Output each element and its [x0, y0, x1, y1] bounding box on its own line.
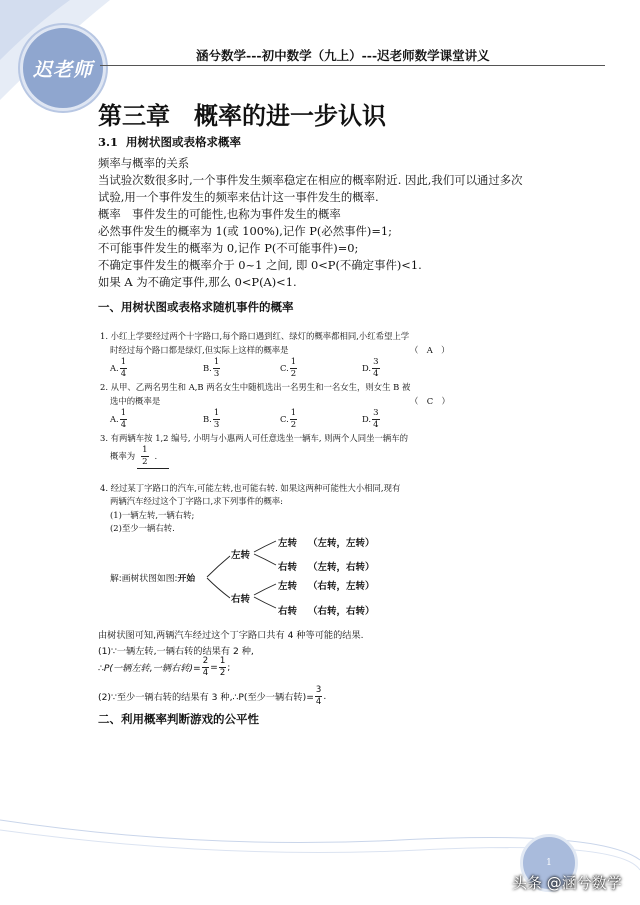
section-title: 3.1 用树状图或表格求概率 [98, 135, 242, 149]
sol1-fraction-b [219, 657, 226, 677]
q4-solution1-line1: (1)∵一辆左转,一辆右转的结果有 2 种, [98, 646, 254, 657]
sol2-end: . [323, 690, 327, 702]
fraction-numerator: 1 [142, 445, 148, 455]
option-label: A. [110, 414, 119, 424]
q4-line1: 4. 经过某丁字路口的汽车,可能左转,也可能右转. 如果这两种可能性大小相同,现有 [100, 483, 401, 493]
fraction-numerator: 1 [219, 656, 226, 666]
intro-line: 频率与概率的关系 [98, 156, 190, 170]
fraction-denominator: 3 [213, 368, 220, 379]
chapter-title: 第三章 概率的进一步认识 [98, 101, 386, 130]
fraction-denominator: 2 [142, 456, 148, 467]
sol2-fraction [315, 686, 322, 706]
sol1-fraction-a [202, 657, 209, 677]
tree-outcome: （右转，左转） [308, 581, 375, 592]
fraction-denominator: 4 [373, 419, 379, 430]
intro-line: 不确定事件发生的概率介于 0~1 之间, 即 0<P(不确定事件)<1. [98, 258, 422, 272]
intro-line: 当试验次数很多时,一个事件发生频率稳定在相应的概率附近. 因此,我们可以通过多次 [98, 173, 523, 187]
q4-sub1: (1)一辆左转,一辆右转; [110, 510, 195, 520]
tree-root: 开始 [177, 574, 196, 584]
tree-outcome: （右转，右转） [308, 606, 375, 617]
tree-leaf: 左转 [278, 581, 298, 592]
q4-solution2 [98, 686, 326, 706]
q1-answer: （ A ） [410, 345, 450, 355]
tree-leaf: 右转 [278, 562, 298, 573]
option-label: C. [280, 414, 289, 424]
tree-outcome: （左转，右转） [308, 562, 375, 573]
fraction-numerator: 1 [213, 408, 220, 418]
intro-line: 概率 事件发生的可能性,也称为事件发生的概率 [98, 207, 341, 221]
fraction-denominator: 2 [219, 667, 226, 678]
option-label: B. [203, 363, 212, 373]
q4-analysis: 由树状图可知,两辆汽车经过这个丁字路口共有 4 种等可能的结果. [98, 630, 364, 641]
fraction-numerator: 3 [315, 685, 322, 695]
q2-answer: （ C ） [410, 396, 450, 406]
option-label: B. [203, 414, 212, 424]
tree-leaf: 右转 [278, 606, 298, 617]
intro-line: 不可能事件发生的概率为 0,记作 P(不可能事件)=0; [98, 241, 359, 255]
header-badge-text: 迟老师 [32, 58, 93, 81]
watermark: 头条 @涵兮数学 [512, 874, 622, 892]
fraction-numerator: 1 [120, 357, 127, 367]
part1-heading: 一、用树状图或表格求随机事件的概率 [98, 300, 294, 314]
intro-line: 必然事件发生的概率为 1(或 100%),记作 P(必然事件)=1; [98, 224, 393, 238]
q3-prefix: 概率为 [110, 451, 136, 461]
part2-heading: 二、利用概率判断游戏的公平性 [98, 712, 259, 726]
fraction-denominator: 4 [315, 696, 322, 707]
option-label: C. [280, 363, 289, 373]
fraction-denominator: 2 [290, 368, 297, 379]
sol2-prefix: (2)∵至少一辆右转的结果有 3 种,∴P(至少一辆右转)= [98, 692, 314, 703]
fraction-numerator: 1 [213, 357, 220, 367]
q4-solution1-line2 [98, 657, 230, 677]
option-label: A. [110, 363, 119, 373]
sol1-equals: = [210, 661, 218, 673]
q1-line2: 时经过每个路口都是绿灯,但实际上这样的概率是 [110, 345, 289, 355]
q1-line1: 1. 小红上学要经过两个十字路口,每个路口遇到红、绿灯的概率都相同,小红希望上学 [100, 331, 410, 341]
fraction-numerator: 1 [120, 408, 127, 418]
fraction-numerator: 3 [373, 357, 379, 367]
fraction-denominator: 4 [120, 368, 127, 379]
q3-suffix: . [154, 451, 158, 461]
fraction-denominator: 4 [120, 419, 127, 430]
fraction-denominator: 4 [202, 667, 209, 678]
fraction-numerator: 2 [202, 656, 209, 666]
sol1-end: ; [227, 661, 231, 673]
fraction-denominator: 2 [290, 419, 297, 430]
header-title: 涵兮数学---初中数学（九上）---迟老师数学课堂讲义 [196, 48, 490, 63]
intro-line: 试验,用一个事件发生的频率来估计这一事件发生的概率. [98, 190, 379, 204]
tree-leaf: 左转 [278, 538, 298, 549]
q4-sub2: (2)至少一辆右转. [110, 523, 175, 533]
option-label: D. [362, 363, 372, 373]
fraction-denominator: 3 [213, 419, 220, 430]
q3-line1: 3. 有两辆车按 1,2 编号, 小明与小惠两人可任意选坐一辆车, 则两个人同坐一辆车的 [100, 433, 408, 443]
fraction-numerator: 1 [290, 408, 297, 418]
tree-outcome: （左转，左转） [308, 538, 375, 549]
q4-line2: 两辆汽车经过这个丁字路口,求下列事件的概率: [110, 496, 283, 506]
q2-line2: 选中的概率是 [110, 396, 161, 406]
fraction-denominator: 4 [373, 368, 379, 379]
option-label: D. [362, 414, 372, 424]
tree-level1-right: 右转 [231, 594, 251, 605]
tree-level1-left: 左转 [231, 550, 251, 561]
fraction-numerator: 1 [290, 357, 297, 367]
intro-line: 如果 A 为不确定事件,那么 0<P(A)<1. [98, 275, 297, 289]
q2-line1: 2. 从甲、乙两名男生和 A,B 两名女生中随机选出一名男生和一名女生，则女生 B 被 [100, 382, 411, 392]
page-number: 1 [546, 858, 552, 868]
sol1-prefix: ∴P(一辆左转,一辆右转)= [98, 663, 201, 674]
tree-prefix-text: 解:画树状图如图: [110, 574, 178, 584]
fraction-numerator: 3 [373, 408, 379, 418]
